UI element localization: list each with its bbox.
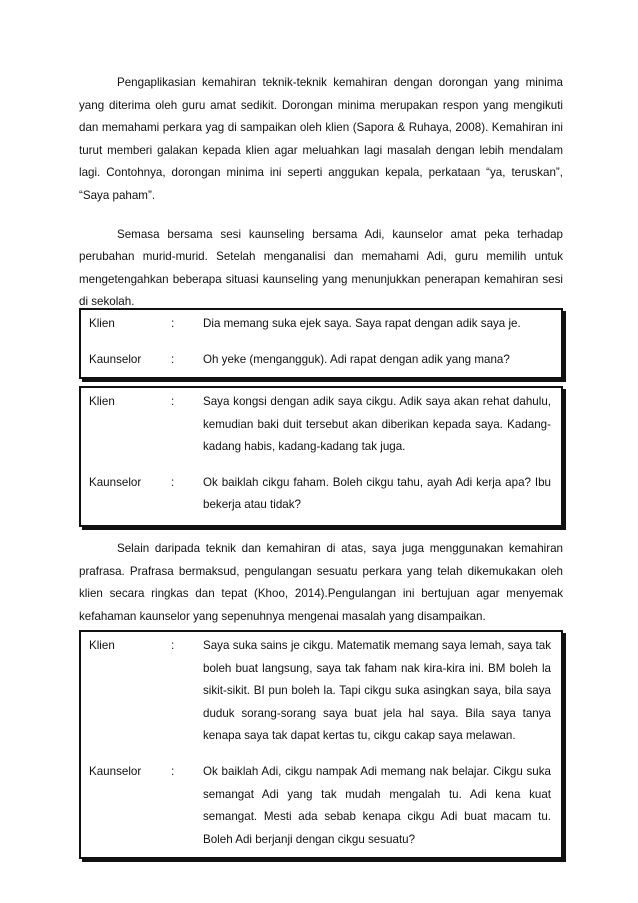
paragraph-paraphrase: Selain daripada teknik dan kemahiran di atas, saya juga menggunakan kemahiran prafrasa. Prafrasa bermaksud, pengulangan sesuatu perkara yang telah dikemukakan oleh klien secara ringkas dan tepat (Khoo, 2014).Pengulangan ini bertujuan agar menyemak kefahaman kaunselor yang sepenuhnya mengenai masalah yang disampaikan. <box>79 542 563 623</box>
paragraph-session-intro: Semasa bersama sesi kaunseling bersama Adi, kaunselor amat peka terhadap perubahan murid-murid. Setelah menganalisi dan memahami Adi, guru memilih untuk mengetengahkan beberapa situasi kaunseling yang menunjukkan penerapan kemahiran sesi di sekolah. <box>79 227 563 309</box>
dialogue-line <box>89 761 551 851</box>
dialogue-line <box>89 349 551 372</box>
colon-separator: : <box>171 395 175 408</box>
colon-separator: : <box>171 317 175 330</box>
speaker-label: Klien <box>89 639 115 652</box>
speaker-label: Kaunselor <box>89 475 142 489</box>
body-text-middle <box>79 538 563 628</box>
paragraph-minimal-encouragement: Pengaplikasian kemahiran teknik-teknik kemahiran dengan dorongan yang minima yang diterima oleh guru amat sedikit. Dorongan minima merupakan respon yang mengikuti dan memahami perkara yag di sampaikan oleh klien (Sapora & Ruhaya, 2008). Kemahiran ini turut memberi galakan kepada klien agar meluahkan lagi masalah dengan lebih mendalam lagi. Contohnya, dorongan minima ini seperti anggukan kepala, perkataan “ya, teruskan”, “Saya paham”. <box>79 76 563 202</box>
dialogue-line <box>89 472 551 517</box>
dialogue-text: Saya kongsi dengan adik saya cikgu. Adik saya akan rehat dahulu, kemudian baki duit tersebut akan diberikan kepada saya. Kadang-kadang habis, kadang-kadang tak juga. <box>203 395 551 454</box>
colon-separator: : <box>171 352 175 366</box>
speaker-label: Klien <box>89 395 115 408</box>
dialogue-line <box>89 391 551 459</box>
dialogue-text: Ok baiklah cikgu faham. Boleh cikgu tahu, ayah Adi kerja apa? Ibu bekerja atau tidak? <box>203 475 551 512</box>
dialogue-line <box>89 313 551 336</box>
dialogue-text: Dia memang suka ejek saya. Saya rapat dengan adik saya je. <box>203 317 521 330</box>
dialogue-box-2 <box>79 386 563 527</box>
speaker-label: Kaunselor <box>89 764 142 778</box>
dialogue-box-1 <box>79 308 563 379</box>
dialogue-text: Ok baiklah Adi, cikgu nampak Adi memang nak belajar. Cikgu suka semangat Adi yang tak mudah mengalah tu. Adi kena kuat semangat. Mesti ada sebab kenapa cikgu Adi buat macam tu. Boleh Adi berjanji dengan cikgu sesuatu? <box>203 764 551 846</box>
dialogue-box-3 <box>79 630 563 859</box>
body-text-top <box>79 72 563 314</box>
colon-separator: : <box>171 764 175 778</box>
speaker-label: Kaunselor <box>89 352 142 366</box>
dialogue-line <box>89 635 551 748</box>
dialogue-text: Saya suka sains je cikgu. Matematik memang saya lemah, saya tak boleh buat langsung, saya tak faham nak kira-kira ini. BM boleh la sikit-sikit. BI pun boleh la. Tapi cikgu suka asingkan saya, bila saya duduk sorang-sorang saya buat jela hal saya. Bila saya tanya kenapa saya tak dapat kertas tu, cikgu cakap saya melawan. <box>203 639 551 743</box>
speaker-label: Klien <box>89 317 115 330</box>
dialogue-text: Oh yeke (mengangguk). Adi rapat dengan adik yang mana? <box>203 352 510 366</box>
colon-separator: : <box>171 639 175 652</box>
colon-separator: : <box>171 475 175 489</box>
